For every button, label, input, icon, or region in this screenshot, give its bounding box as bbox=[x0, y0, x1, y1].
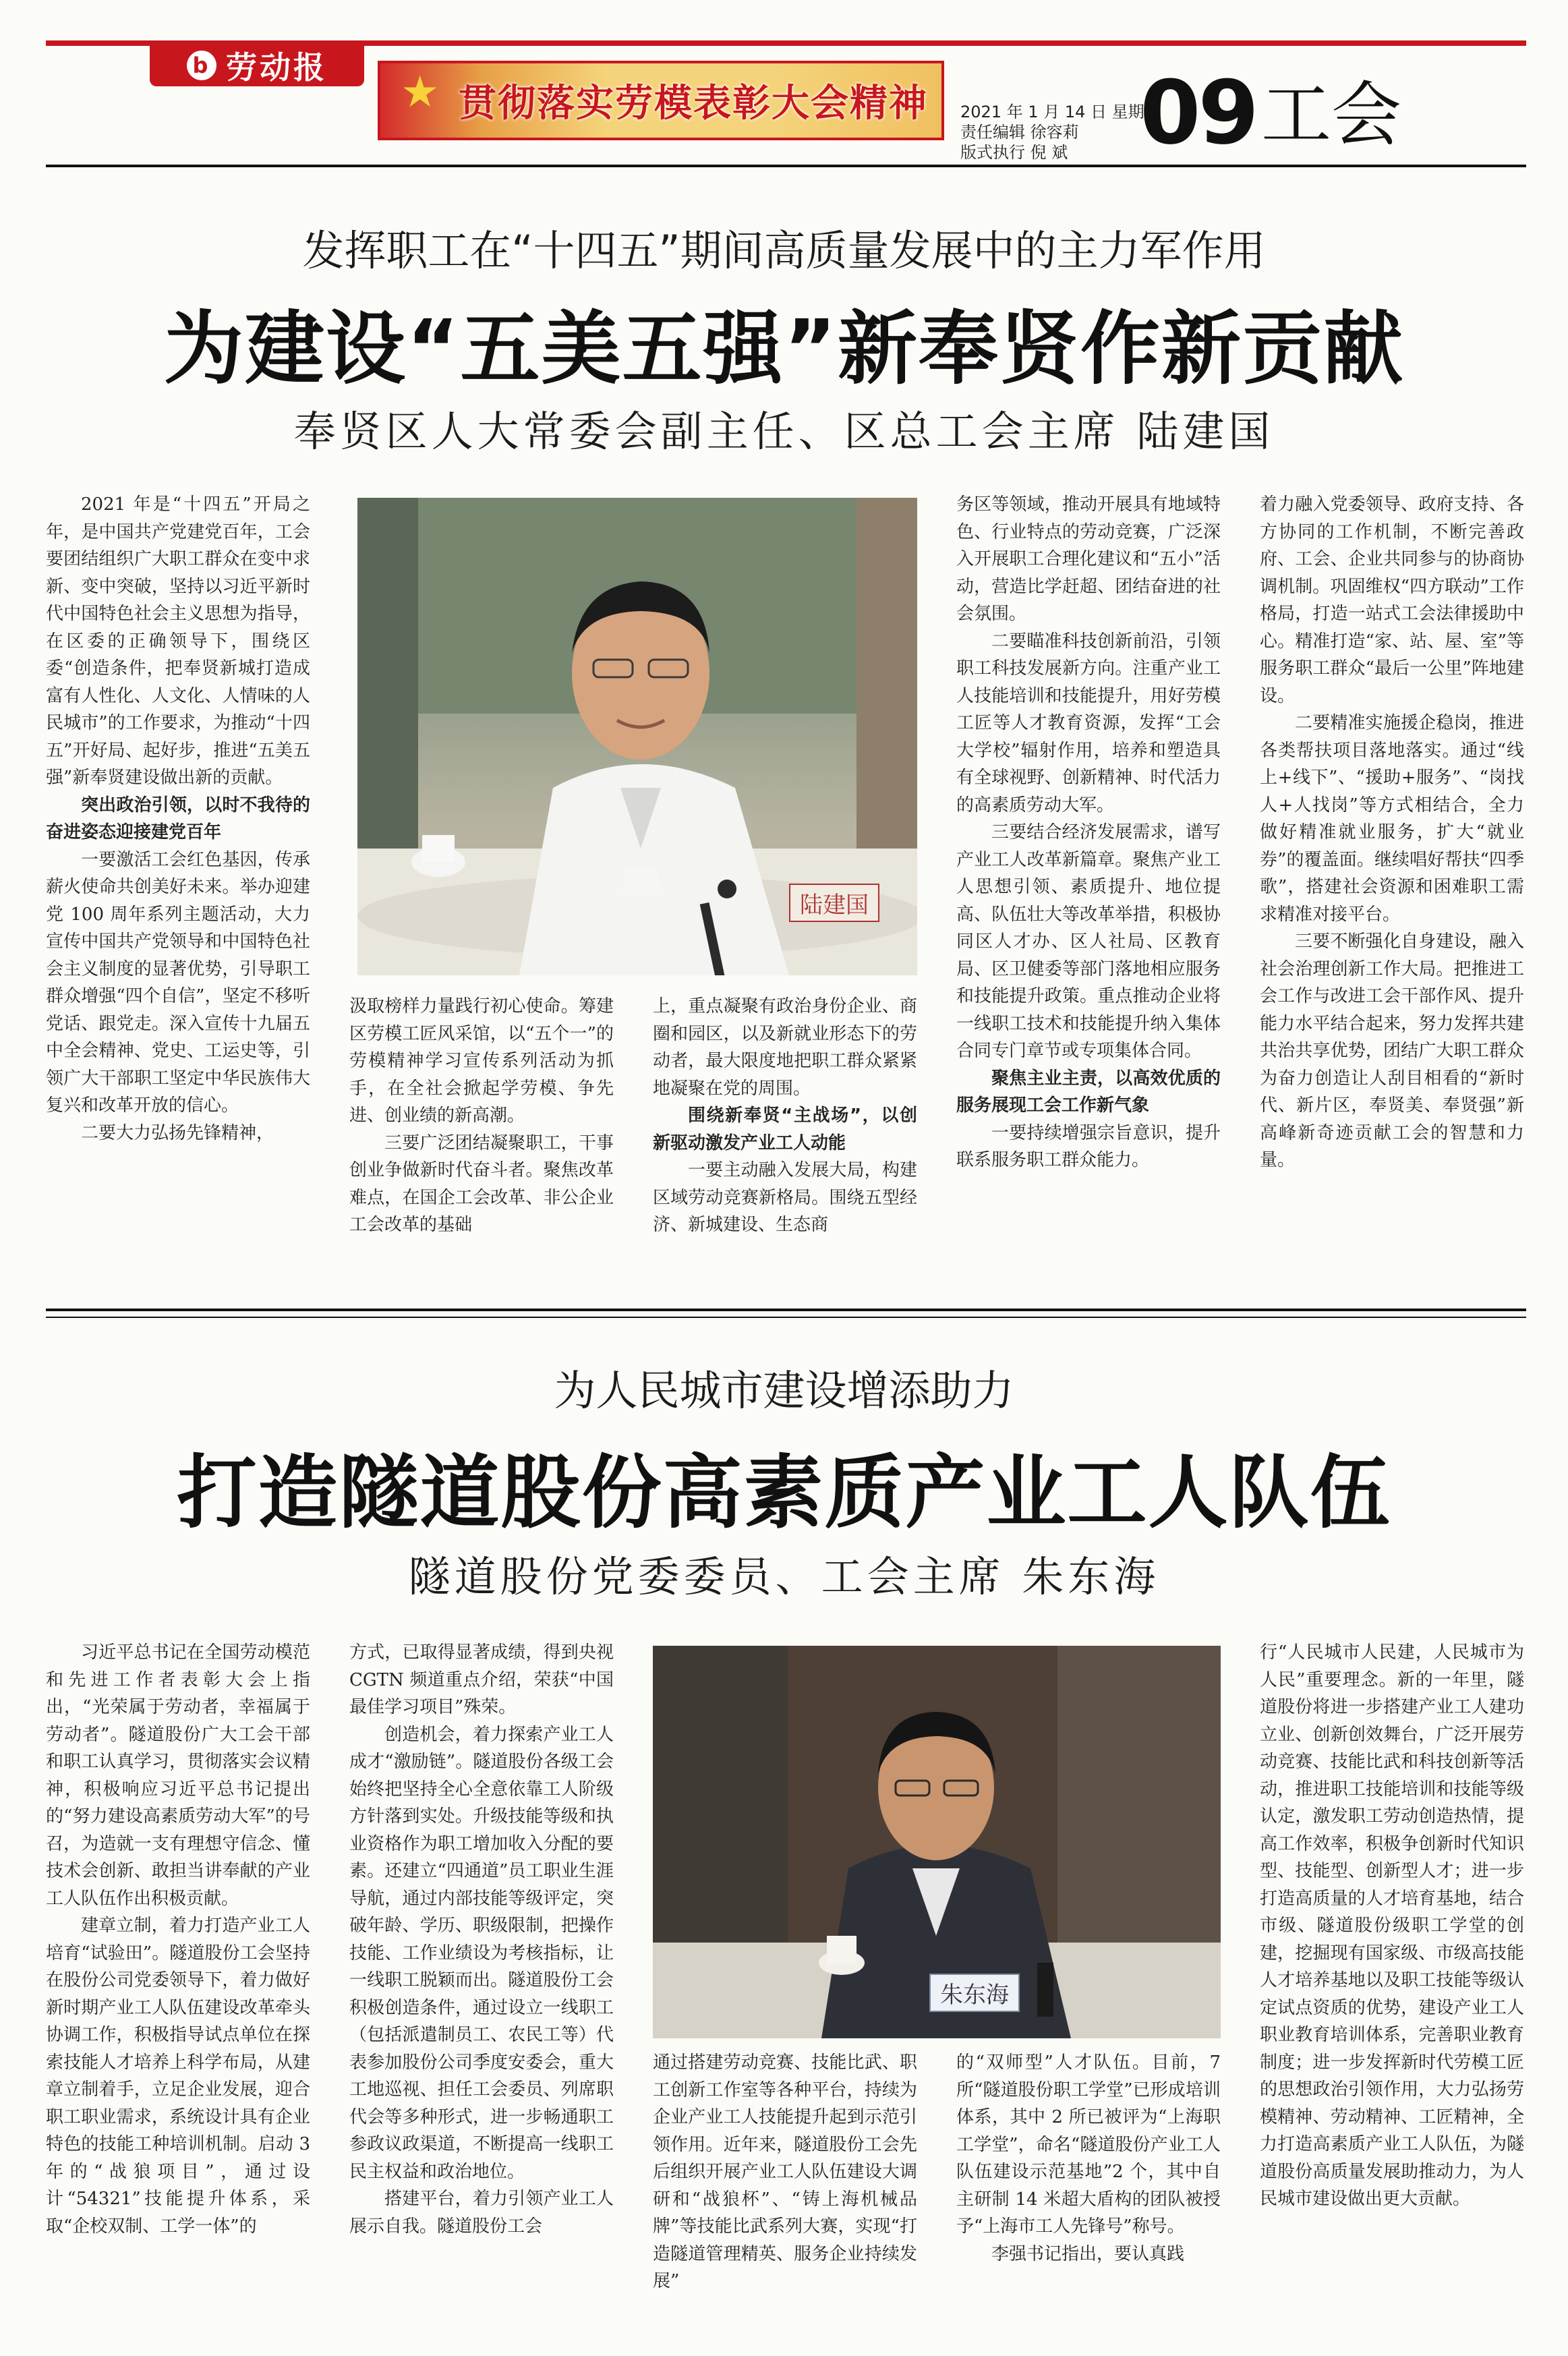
article2-column-4 bbox=[956, 2049, 1221, 2268]
article1-column-1 bbox=[46, 491, 310, 1147]
subheading: 聚焦主业主责，以高效优质的服务展现工会工作新气象 bbox=[956, 1068, 1221, 1116]
paragraph: 汲取榜样力量践行初心使命。筹建区劳模工匠风采馆，以“五个一”的劳模精神学习宣传系列活动为抓手，在全社会掀起学劳模、争先进、创业绩的新高潮。 bbox=[349, 996, 614, 1126]
paragraph: 着力融入党委领导、政府支持、各方协同的工作机制，不断完善政府、工会、企业共同参与的协商协调机制。巩固维权“四方联动”工作格局，打造一站式工会法律援助中心。精准打造“家、站、屋、室”等服务职工群众“最后一公里”阵地建设。 bbox=[1260, 494, 1524, 706]
paragraph: 通过搭建劳动竞赛、技能比武、职工创新工作室等各种平台，持续为企业产业工人技能提升起到示范引领作用。近年来，隧道股份工会先后组织开展产业工人队伍建设大调研和“战狼杯”、“铸上海机械品牌”等技能比武系列大赛，实现“打造隧道管理精英、服务企业持续发展” bbox=[653, 2052, 917, 2291]
paragraph: 的“双师型”人才队伍。目前，7 所“隧道股份职工学堂”已形成培训体系，其中 2 所已被评为“上海职工学堂”，命名“隧道股份产业工人队伍建设示范基地”2 个，其中自主研制 14 米超大盾构的团队被授予“上海市工人先锋号”称号。 bbox=[956, 2052, 1221, 2237]
article1-column-4 bbox=[956, 491, 1221, 1174]
logo-mark-icon: b bbox=[187, 51, 216, 80]
paragraph: 二要精准实施援企稳岗，推进各类帮扶项目落地落实。通过“线上+线下”、“援助+服务”、“岗找人+人找岗”等方式相结合，全力做好精准就业服务，扩大“就业券”的覆盖面。继续唱好帮扶“四季歌”，搭建社会资源和困难职工需求精准对接平台。 bbox=[1260, 713, 1524, 925]
article2-column-2 bbox=[349, 1639, 614, 2240]
article-divider-thin bbox=[46, 1317, 1526, 1318]
paragraph: 一要激活工会红色基因，传承薪火使命共创美好未来。举办迎建党 100 周年系列主题活动，大力宣传中国共产党领导和中国特色社会主义制度的显著优势，引导职工群众增强“四个自信”，坚定不移听党话、跟党走。深入宣传十九届五中全会精神、党史、工运史等，引领广大干部职工坚定中华民族伟大复兴和改革开放的信心。 bbox=[46, 849, 310, 1116]
paragraph: 搭建平台，着力引领产业工人展示自我。隧道股份工会 bbox=[349, 2189, 614, 2237]
paragraph: 三要广泛团结凝聚职工，干事创业争做新时代奋斗者。聚焦改革难点，在国企工会改革、非公企业工会改革的基础 bbox=[349, 1132, 614, 1235]
paragraph: 方式，已取得显著成绩，得到央视 CGTN 频道重点介绍，荣获“中国最佳学习项目”殊荣。 bbox=[349, 1642, 614, 1717]
paragraph: 一要主动融入发展大局，构建区域劳动竞赛新格局。围绕五型经济、新城建设、生态商 bbox=[653, 1160, 917, 1235]
article1-photo bbox=[357, 498, 917, 975]
campaign-banner bbox=[378, 61, 944, 140]
paragraph: 习近平总书记在全国劳动模范和先进工作者表彰大会上指出，“光荣属于劳动者，幸福属于劳动者”。隧道股份广大工会干部和职工认真学习，贯彻落实会议精神，积极响应习近平总书记提出的“努力建设高素质劳动大军”的号召，为造就一支有理想守信念、懂技术会创新、敢担当讲奉献的产业工人队伍作出积极贡献。 bbox=[46, 1642, 310, 1909]
article2-nameplate: 朱东海 bbox=[929, 1974, 1020, 2012]
responsible-editor: 责任编辑 徐容莉 bbox=[960, 123, 1079, 142]
paragraph: 二要瞄准科技创新前沿，引领职工科技发展新方向。注重产业工人技能培训和技能提升，用好劳模工匠等人才教育资源，发挥“工会大学校”辐射作用，培养和塑造具有全球视野、创新精神、时代活力的高素质劳动大军。 bbox=[956, 631, 1221, 815]
star-icon: ★ bbox=[401, 67, 440, 117]
paragraph: 2021 年是“十四五”开局之年，是中国共产党建党百年，工会要团结组织广大职工群众在变中求新、变中突破，坚持以习近平新时代中国特色社会主义思想为指导，在区委的正确领导下，围绕区委“创造条件，把奉贤新城打造成富有人性化、人文化、人情味的人民城市”的工作要求，为推动“十四五”开好局、起好步，推进“五美五强”新奉贤建设做出新的贡献。 bbox=[46, 494, 310, 788]
article2-column-5 bbox=[1260, 1639, 1524, 2213]
paragraph: 三要结合经济发展需求，谱写产业工人改革新篇章。聚焦产业工人思想引领、素质提升、地位提高、队伍壮大等改革举措，积极协同区人才办、区人社局、区教育局、区卫健委等部门落地相应服务和技能提升政策。重点推动企业将一线职工技术和技能提升纳入集体合同专门章节或专项集体合同。 bbox=[956, 822, 1221, 1061]
article1-kicker: 发挥职工在“十四五”期间高质量发展中的主力军作用 bbox=[302, 226, 1266, 275]
banner-text: 贯彻落实劳模表彰大会精神 bbox=[459, 82, 928, 125]
article2-photo bbox=[653, 1646, 1221, 2038]
newspaper-logo bbox=[150, 45, 364, 86]
article2-column-1 bbox=[46, 1639, 310, 2240]
paragraph: 一要持续增强宗旨意识，提升联系服务职工群众能力。 bbox=[956, 1122, 1221, 1170]
article2-headline: 打造隧道股份高素质产业工人队伍 bbox=[177, 1446, 1391, 1539]
paragraph: 上，重点凝聚有政治身份企业、商圈和园区，以及新就业形态下的劳动者，最大限度地把职工群众紧紧地凝聚在党的周围。 bbox=[653, 996, 917, 1099]
layout-editor: 版式执行 倪 斌 bbox=[960, 143, 1068, 162]
logo-text: 劳动报 bbox=[226, 49, 327, 86]
paragraph: 建章立制，着力打造产业工人培育“试验田”。隧道股份工会坚持在股份公司党委领导下，着力做好新时期产业工人队伍建设改革牵头协调工作，积极指导试点单位在探索技能人才培养上科学布局，从建章立制着手，立足企业发展，迎合职工职业需求，系统设计具有企业特色的技能工种培训机制。启动 3 年的“战狼项目”，通过设计“54321”技能提升体系，采取“企校双制、工学一体”的 bbox=[46, 1916, 310, 2237]
paragraph: 创造机会，着力探索产业工人成才“激励链”。隧道股份各级工会始终把坚持全心全意依靠工人阶级方针落到实处。升级技能等级和执业资格作为职工增加收入分配的要素。还建立“四通道”员工职业生涯导航，通过内部技能等级评定，突破年龄、学历、职级限制，把操作技能、工作业绩设为考核指标，让一线职工脱颖而出。隧道股份工会积极创造条件，通过设立一线职工（包括派遣制员工、农民工等）代表参加股份公司季度安委会，重大工地巡视、担任工会委员、列席职代会等多种形式，进一步畅通职工参政议政渠道，不断提高一线职工民主权益和政治地位。 bbox=[349, 1724, 614, 2182]
article2-column-3 bbox=[653, 2049, 917, 2295]
paragraph: 行“人民城市人民建，人民城市为人民”重要理念。新的一年里，隧道股份将进一步搭建产业工人建功立业、创新创效舞台，广泛开展劳动竞赛、技能比武和科技创新等活动，推进职工技能培训和技能等级认定，激发职工劳动创造热情，提高工作效率，积极争创新时代知识型、技能型、创新型人才；进一步打造高质量的人才培育基地，结合市级、隧道股份级职工学堂的创建，挖掘现有国家级、市级高技能人才培养基地以及职工技能等级认定试点资质的优势，建设产业工人职业教育培训体系，完善职业教育制度；进一步发挥新时代劳模工匠的思想政治引领作用，大力弘扬劳模精神、劳动精神、工匠精神，全力打造高素质产业工人队伍，为隧道股份高质量发展助推动力，为人民城市建设做出更大贡献。 bbox=[1260, 1642, 1524, 2209]
article1-headline: 为建设“五美五强”新奉贤作新贡献 bbox=[163, 302, 1405, 395]
article2-kicker: 为人民城市建设增添助力 bbox=[554, 1366, 1014, 1415]
paragraph: 三要不断强化自身建设，融入社会治理创新工作大局。把推进工会工作与改进工会干部作风、提升能力水平结合起来，努力发挥共建共治共享优势，团结广大职工群众为奋力创造让人刮目相看的“新时代、新片区，奉贤美、奉贤强”新高峰新奇迹贡献工会的智慧和力量。 bbox=[1260, 931, 1524, 1170]
article1-column-2 bbox=[349, 993, 614, 1239]
paragraph: 李强书记指出，要认真践 bbox=[991, 2243, 1185, 2264]
issue-date: 2021 年 1 月 14 日 星期四 bbox=[960, 103, 1161, 121]
page-number: 09 bbox=[1140, 61, 1256, 164]
paragraph: 二要大力弘扬先锋精神， bbox=[81, 1122, 274, 1143]
article1-byline: 奉贤区人大常委会副主任、区总工会主席 陆建国 bbox=[293, 407, 1275, 456]
masthead-divider bbox=[46, 165, 1526, 167]
subheading: 围绕新奉贤“主战场”，以创新驱动激发产业工人动能 bbox=[653, 1105, 917, 1153]
article-divider bbox=[46, 1309, 1526, 1311]
paragraph: 务区等领域，推动开展具有地域特色、行业特点的劳动竞赛，广泛深入开展职工合理化建议和“五小”活动，营造比学赶超、团结奋进的社会氛围。 bbox=[956, 494, 1221, 624]
subheading: 突出政治引领，以时不我待的奋进姿态迎接建党百年 bbox=[46, 795, 310, 842]
section-name: 工会 bbox=[1261, 74, 1402, 156]
article1-column-3 bbox=[653, 993, 917, 1239]
article1-column-5 bbox=[1260, 491, 1524, 1174]
article2-byline: 隧道股份党委委员、工会主席 朱东海 bbox=[408, 1552, 1160, 1601]
article1-nameplate: 陆建国 bbox=[789, 884, 879, 922]
